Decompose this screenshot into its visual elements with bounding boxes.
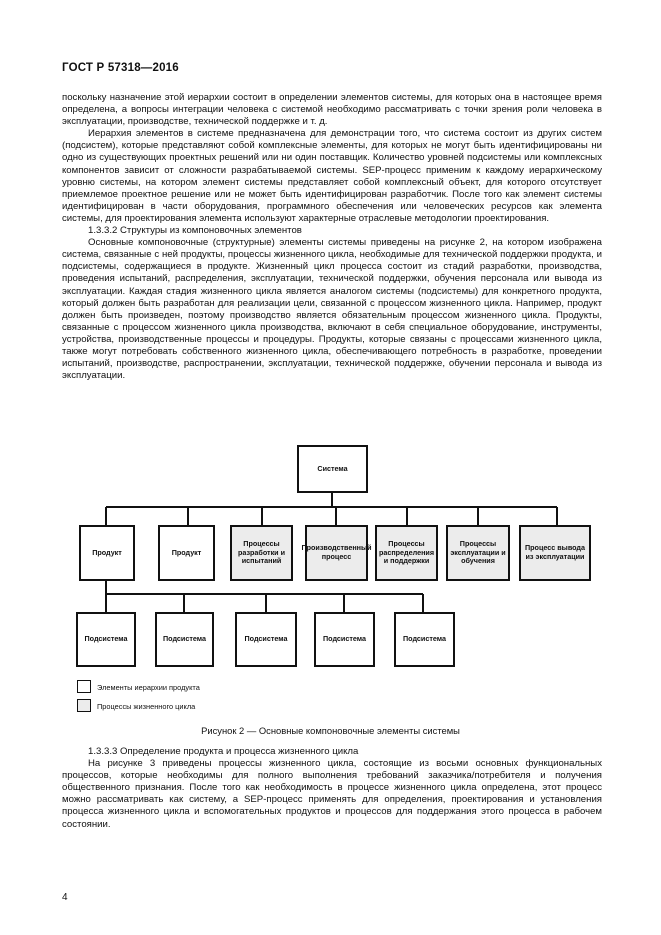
lifecycle-process-box: Процессы распределения и поддержки — [375, 525, 438, 581]
figure-caption: Рисунок 2 — Основные компоновочные элементы системы — [201, 725, 460, 736]
document-header: ГОСТ Р 57318—2016 — [62, 62, 179, 74]
lifecycle-process-box: Процессы эксплуатации и обучения — [446, 525, 510, 581]
lifecycle-process-box: Производственный процесс — [305, 525, 368, 581]
paragraph: На рисунке 3 приведены процессы жизненного цикла, состоящие из восьми основных функциональных процессов, которые необходимы для полного выполнения требований заказчика/потребителя и получения общественного признания. После того как необходимость в процессе жизненного цикла определена, этот процесс можно рассматривать как систему, а SEP-процесс применять для определения, проектирования и установления процесса жизненного цикла и вспомогательных продуктов и процессов для поддержания этого процесса в рабочем состоянии. — [62, 758, 602, 830]
legend-swatch-product — [77, 680, 91, 693]
lifecycle-process-box: Процессы разработки и испытаний — [230, 525, 293, 581]
section-heading: 1.3.3.2 Структуры из компоновочных элементов — [88, 225, 302, 237]
system-box: Система — [297, 445, 368, 493]
lifecycle-process-box: Процесс вывода из эксплуатации — [519, 525, 591, 581]
section-heading: 1.3.3.3 Определение продукта и процесса жизненного цикла — [88, 746, 359, 757]
page-number: 4 — [62, 892, 68, 903]
paragraph: Основные компоновочные (структурные) элементы системы приведены на рисунке 2, на котором изображена система, связанные с ней продукты, процессы жизненного цикла, необходимые для технической поддержки продукта, и подсистемы, содержащиеся в продукте. Жизненный цикл процесса состоит из стадий разработки, производства, проведения испытаний, распределения, эксплуатации, технической поддержки, обучения персонала или вывода из эксплуатации. Каждая стадия жизненного цикла является аналогом системы (подсистемы) для конкретного продукта, который должен быть разработан для реализации цели, связанной с процессом жизненного цикла. Например, продукт должен быть произведен, поэтому производство является обязательным процессом жизненного цикла. Продукты, связанные с процессом жизненного цикла производства, включают в себя специальное оборудование, инструменты, устройства, производственные процессы и процедуры. Продукты, которые связаны с процессами жизненного цикла, также могут потребовать собственного жизненного цикла, обеспечивающего потребность в разработке, проведении испытаний, производстве, распространении, эксплуатации, технической поддержке, обучении персонала и вывода из эксплуатации. — [62, 237, 602, 382]
legend-label-lifecycle: Процессы жизненного цикла — [97, 702, 196, 711]
subsystem-box: Подсистема — [155, 612, 214, 667]
subsystem-box: Подсистема — [76, 612, 136, 667]
paragraph: поскольку назначение этой иерархии состоит в определении элементов системы, для которых она в настоящее время определена, а вопросы интеграции человека с системой необходимо рассматривать с точки зрения роли человека в эксплуатации, производстве, технической поддержке и т. д. — [62, 92, 602, 128]
product-box: Продукт — [158, 525, 215, 581]
subsystem-box: Подсистема — [394, 612, 455, 667]
subsystem-box: Подсистема — [314, 612, 375, 667]
product-box: Продукт — [79, 525, 135, 581]
paragraph: Иерархия элементов в системе предназначена для демонстрации того, что система состоит из других систем (подсистем), которые представляют собой комплексные элементы, для которых не могут быть идентифицированы ни одно из существующих проектных решений или ни один поставщик. Количество уровней подсистемы или комплексных компонентов зависит от сложности разрабатываемой системы. SEP-процесс применим к каждому иерархическому уровню системы, на котором элемент системы представляет собой комплексный объект, для которого отсутствует приемлемое проектное решение или не может быть идентифицирован разработчик. После того как элемент системы идентифицирован в части оборудования, программного обеспечения или человеческих ресурсов как элемента системы, для проектирования элемента используют характерные отраслевые методологии проектирования. — [62, 128, 602, 224]
legend-swatch-lifecycle — [77, 699, 91, 712]
subsystem-box: Подсистема — [235, 612, 297, 667]
legend-label-product: Элементы иерархии продукта — [97, 683, 200, 692]
body-text-bottom — [62, 746, 602, 831]
